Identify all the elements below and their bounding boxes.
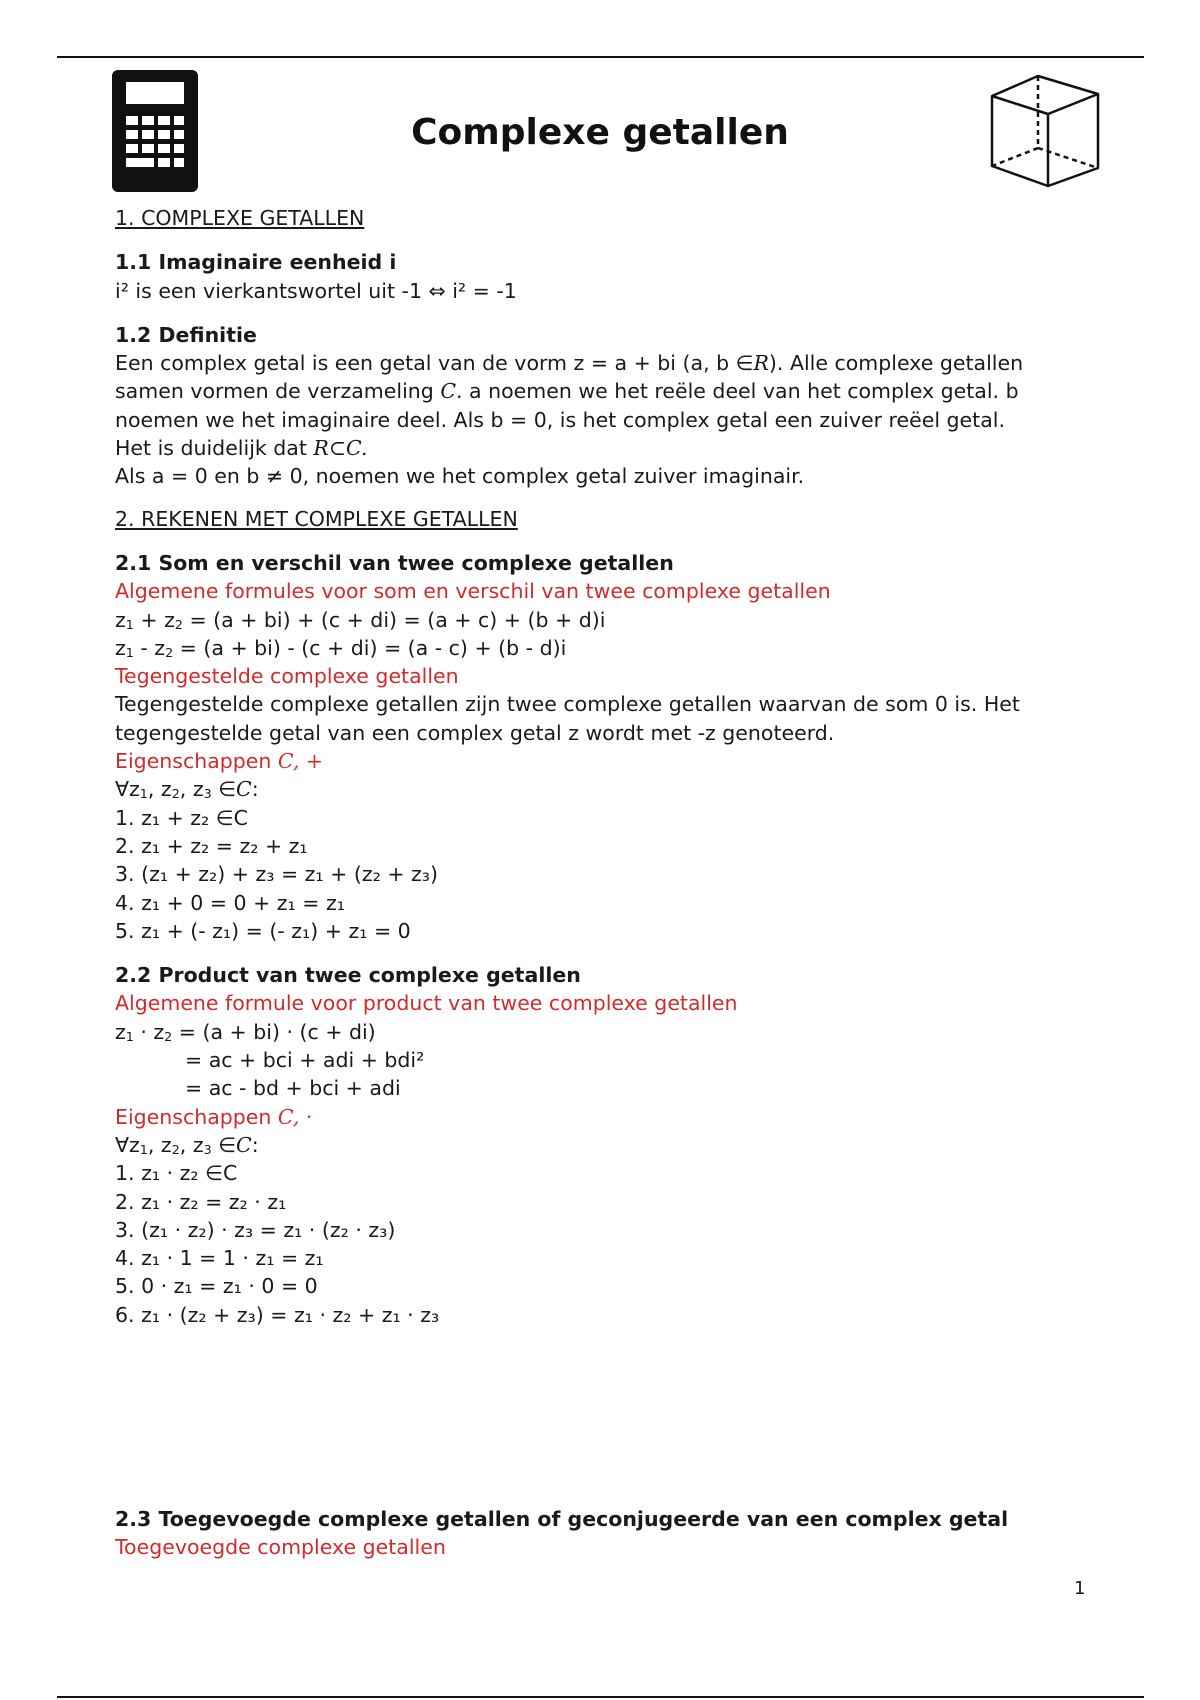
- opposites-line-1: Tegengestelde complexe getallen zijn twee complexe getallen waarvan de som 0 is. Het: [115, 692, 1020, 717]
- page-number: 1: [1074, 1578, 1086, 1599]
- property-product-1: 1. z₁ · z₂ ∈C: [115, 1161, 238, 1186]
- subheading-product-formula: Algemene formule voor product van twee complexe getallen: [115, 991, 738, 1016]
- properties-product-list: [115, 1159, 1115, 1329]
- opposites-line-2: tegengestelde getal van een complex getal z wordt met -z genoteerd.: [115, 720, 835, 745]
- subheading-sum-formulas: Algemene formules voor som en verschil van twee complexe getallen: [115, 579, 831, 604]
- bottom-rule: [57, 1696, 1144, 1698]
- definition-line-4: Het is duidelijk dat R⊂C.: [115, 436, 368, 461]
- property-sum-2: 2. z₁ + z₂ = z₂ + z₁: [115, 833, 308, 858]
- text-1-1: i² is een vierkantswortel uit -1 ⇔ i² = -1: [115, 278, 517, 303]
- property-product-2: 2. z₁ · z₂ = z₂ · z₁: [115, 1189, 287, 1214]
- top-rule: [57, 56, 1144, 58]
- subheading-conjugates: Toegevoegde complexe getallen: [115, 1535, 446, 1560]
- property-product-4: 4. z₁ · 1 = 1 · z₁ = z₁: [115, 1246, 324, 1271]
- page-title: Complexe getallen: [411, 112, 789, 153]
- forall-line-product: $\forall z_1$, $z_2$, $z_3$ ∈C:: [115, 1132, 259, 1157]
- property-product-6: 6. z₁ · (z₂ + z₃) = z₁ · z₂ + z₁ · z₃: [115, 1302, 440, 1327]
- property-sum-3: 3. (z₁ + z₂) + z₃ = z₁ + (z₂ + z₃): [115, 862, 438, 887]
- property-product-3: 3. (z₁ · z₂) · z₃ = z₁ · (z₂ · z₃): [115, 1217, 396, 1242]
- property-sum-1: 1. z₁ + z₂ ∈C: [115, 805, 248, 830]
- section-1-heading: 1. COMPLEXE GETALLEN: [115, 206, 365, 230]
- calculator-icon: [112, 70, 198, 192]
- definition-line-2: samen vormen de verzameling C. a noemen we het reële deel van het complex getal. b: [115, 379, 1019, 404]
- definition-line-5: Als a = 0 en b ≠ 0, noemen we het complex getal zuiver imaginair.: [115, 464, 805, 489]
- definition-line-3: noemen we het imaginaire deel. Als b = 0, is het complex getal een zuiver reëel getal.: [115, 407, 1005, 432]
- heading-2-2: 2.2 Product van twee complexe getallen: [115, 963, 581, 988]
- heading-1-2: 1.2 Definitie: [115, 322, 257, 347]
- property-sum-4: 4. z₁ + 0 = 0 + z₁ = z₁: [115, 890, 345, 915]
- formula-sum: $z_1 + z_2 = (a + bi) + (c + di) = (a + c) + (b + d)i$: [115, 607, 606, 632]
- cube-icon: [988, 72, 1102, 188]
- formula-product-2: = ac + bci + adi + bdi²: [185, 1048, 425, 1073]
- formula-product-3: = ac - bd + bci + adi: [185, 1076, 401, 1101]
- heading-2-3: 2.3 Toegevoegde complexe getallen of geconjugeerde van een complex getal: [115, 1506, 1009, 1531]
- properties-sum-list: [115, 804, 1115, 945]
- heading-2-1: 2.1 Som en verschil van twee complexe getallen: [115, 550, 674, 575]
- heading-1-1: 1.1 Imaginaire eenheid i: [115, 250, 397, 275]
- formula-product-1: $z_1 \cdot z_2 = (a + bi) \cdot (c + di)$: [115, 1019, 376, 1044]
- subheading-properties-product: Eigenschappen C, ·: [115, 1104, 313, 1129]
- property-sum-5: 5. z₁ + (- z₁) = (- z₁) + z₁ = 0: [115, 918, 411, 943]
- subheading-opposites: Tegengestelde complexe getallen: [115, 664, 459, 689]
- document-body: [115, 204, 1115, 1562]
- subheading-properties-sum: Eigenschappen C, +: [115, 749, 324, 774]
- property-product-5: 5. 0 · z₁ = z₁ · 0 = 0: [115, 1274, 318, 1299]
- formula-difference: $z_1 - z_2 = (a + bi) - (c + di) = (a - c) + (b - d)i$: [115, 635, 567, 660]
- definition-line-1: Een complex getal is een getal van de vorm z = a + bi (a, b ∈R). Alle complexe getallen: [115, 351, 1024, 376]
- forall-line-sum: $\forall z_1$, $z_2$, $z_3$ ∈C:: [115, 777, 259, 802]
- section-2-heading: 2. REKENEN MET COMPLEXE GETALLEN: [115, 506, 518, 531]
